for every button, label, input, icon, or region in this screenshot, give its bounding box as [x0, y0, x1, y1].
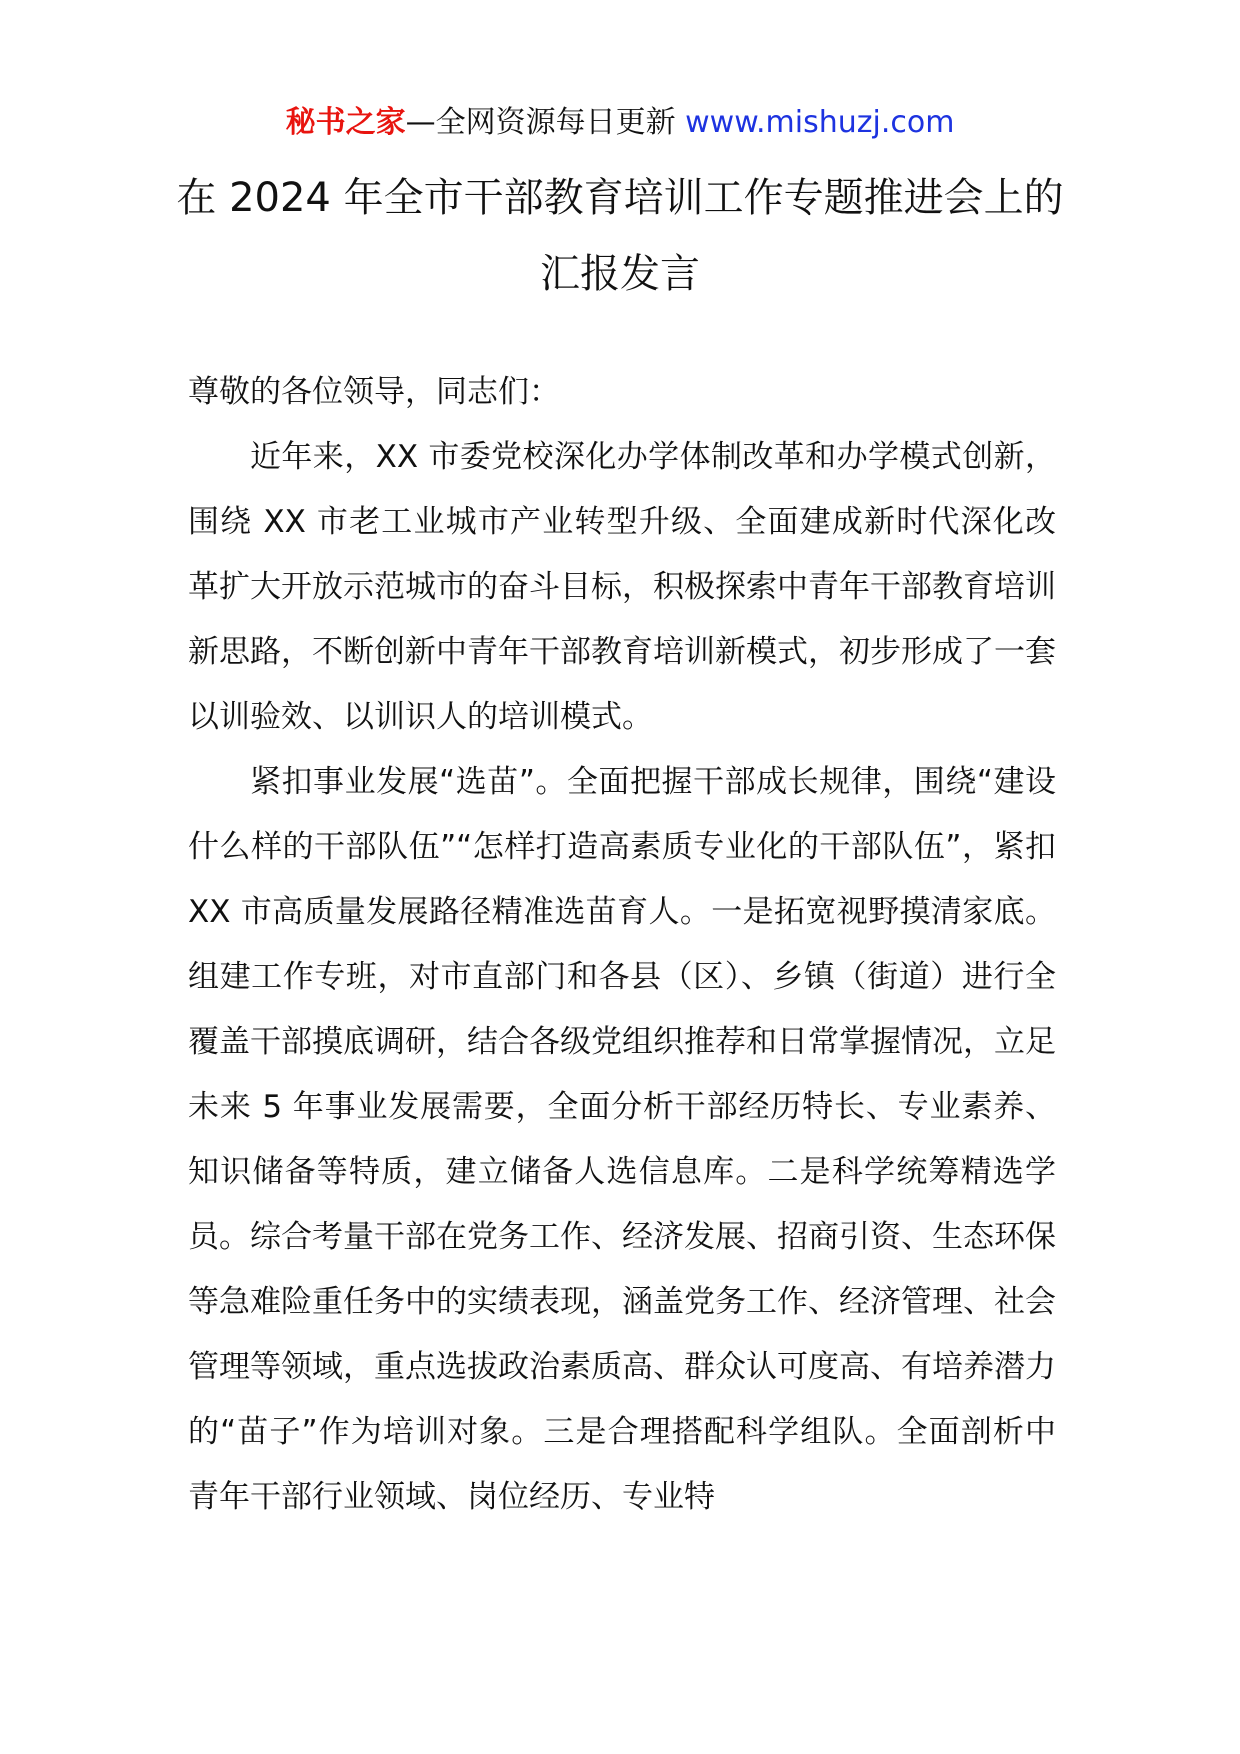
- brand-tagline: —全网资源每日更新: [405, 105, 676, 140]
- paragraph-select-seedlings: 紧扣事业发展“选苗”。全面把握干部成长规律，围绕“建设什么样的干部队伍”“怎样打造高素质专业化的干部队伍”，紧扣 XX 市高质量发展路径精准选苗育人。一是拓宽视野摸清家底。组建工作专班，对市直部门和各县（区）、乡镇（街道）进行全覆盖干部摸底调研，结合各级党组织推荐和日常掌握情况，立足未来 5 年事业发展需要，全面分析干部经历特长、专业素养、知识储备等特质，建立储备人选信息库。二是科学统筹精选学员。综合考量干部在党务工作、经济发展、招商引资、生态环保等急难险重任务中的实绩表现，涵盖党务工作、经济管理、社会管理等领域，重点选拔政治素质高、群众认可度高、有培养潜力的“苗子”作为培训对象。三是合理搭配科学组队。全面剖析中青年干部行业领域、岗位经历、专业特: [188, 764, 1056, 1515]
- watermark-header: [0, 100, 1240, 146]
- document-body: [188, 360, 1056, 1530]
- document-title: 在 2024 年全市干部教育培训工作专题推进会上的汇报发言: [176, 175, 1064, 297]
- site-url-link[interactable]: www.mishuzj.com: [685, 105, 955, 140]
- salutation: 尊敬的各位领导，同志们：: [188, 374, 560, 410]
- brand-name: 秘书之家: [285, 105, 406, 140]
- paragraph-intro: 近年来，XX 市委党校深化办学体制改革和办学模式创新，围绕 XX 市老工业城市产业转型升级、全面建成新时代深化改革扩大开放示范城市的奋斗目标，积极探索中青年干部教育培训新思路，不断创新中青年干部教育培训新模式，初步形成了一套以训验效、以训识人的培训模式。: [188, 439, 1056, 735]
